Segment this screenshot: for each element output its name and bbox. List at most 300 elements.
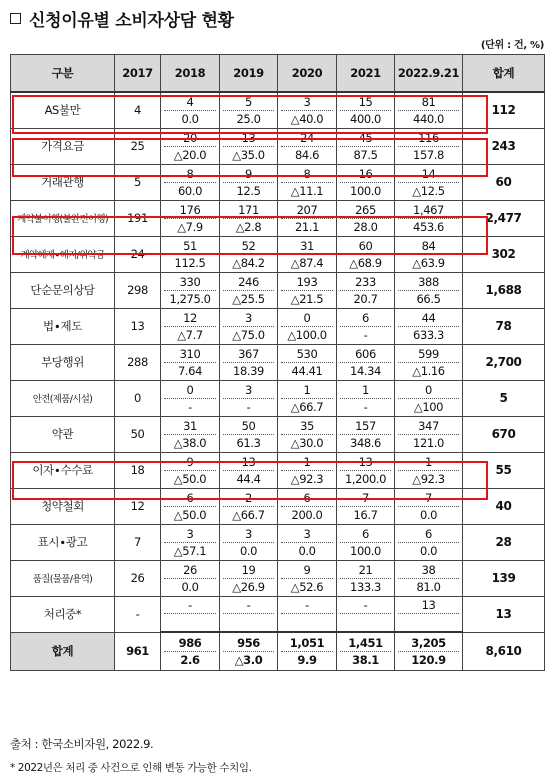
count-value: 116 [398, 130, 459, 147]
change-rate: - [188, 399, 192, 414]
change-rate: △50.0 [173, 471, 207, 486]
table-row [11, 200, 545, 236]
year-cell [220, 560, 278, 596]
count-value: 3 [223, 526, 274, 543]
count-value: 3 [281, 526, 333, 543]
year-cell [337, 632, 395, 670]
year-cell [337, 236, 395, 272]
change-rate: 1,200.0 [344, 471, 387, 486]
count-value: 31 [281, 238, 333, 255]
table-row [11, 524, 545, 560]
year-cell [278, 488, 337, 524]
count-value: 986 [164, 635, 216, 652]
change-rate: △84.2 [232, 255, 265, 270]
unit-label: (단위 : 건, %) [480, 40, 544, 51]
change-rate: - [246, 399, 251, 414]
year-cell [278, 272, 337, 308]
count-value: 6 [340, 526, 391, 543]
value-2017: 298 [115, 272, 161, 308]
header-cell: 2020 [278, 55, 337, 93]
year-cell [161, 308, 220, 344]
year-cell [395, 236, 463, 272]
year-cell [337, 344, 395, 380]
count-value: 3 [223, 310, 274, 327]
header-cell: 2022.9.21 [395, 55, 463, 93]
change-rate: 20.7 [353, 291, 378, 306]
count-value: 35 [281, 418, 333, 435]
year-cell [395, 308, 463, 344]
count-value: 3 [164, 526, 216, 543]
change-rate: △57.1 [173, 543, 207, 558]
count-value: 265 [340, 202, 391, 219]
count-value: 44 [398, 310, 459, 327]
year-cell [395, 632, 463, 670]
row-label: 거래관행 [11, 164, 115, 200]
change-rate: 0.0 [181, 579, 199, 594]
change-rate: 100.0 [350, 183, 381, 198]
value-2017: - [115, 596, 161, 632]
year-cell [220, 632, 278, 670]
year-cell [278, 164, 337, 200]
count-value: 1,467 [398, 202, 459, 219]
year-cell [161, 236, 220, 272]
count-value: 1 [281, 454, 333, 471]
count-value: 3 [223, 382, 274, 399]
count-value: 599 [398, 346, 459, 363]
year-cell [220, 452, 278, 488]
year-cell [337, 524, 395, 560]
change-rate: - [363, 327, 368, 342]
change-rate: △38.0 [173, 435, 207, 450]
change-rate: △75.0 [232, 327, 265, 342]
change-rate: 200.0 [291, 507, 323, 522]
change-rate: △35.0 [232, 147, 265, 162]
change-rate: 44.41 [291, 363, 323, 378]
year-cell [161, 560, 220, 596]
year-cell [220, 92, 278, 128]
year-cell [161, 596, 220, 632]
count-value: - [164, 597, 216, 614]
row-total: 5 [463, 380, 545, 416]
change-rate: 133.3 [350, 579, 381, 594]
change-rate: △63.9 [412, 255, 445, 270]
count-value: 1 [398, 454, 459, 471]
row-total: 8,610 [463, 632, 545, 670]
row-total: 60 [463, 164, 545, 200]
count-value: 3,205 [398, 635, 459, 652]
change-rate: 44.4 [236, 471, 261, 486]
count-value: 50 [223, 418, 274, 435]
year-cell [395, 560, 463, 596]
value-2017: 4 [115, 92, 161, 128]
row-label: 단순문의상담 [11, 272, 115, 308]
change-rate: △7.9 [177, 219, 203, 234]
year-cell [337, 200, 395, 236]
year-cell [337, 380, 395, 416]
count-value: 6 [164, 490, 216, 507]
row-total: 112 [463, 92, 545, 128]
data-table [10, 54, 545, 671]
change-rate: △52.6 [290, 579, 324, 594]
count-value: 15 [340, 94, 391, 111]
row-total: 243 [463, 128, 545, 164]
year-cell [220, 164, 278, 200]
year-cell [337, 164, 395, 200]
year-cell [161, 344, 220, 380]
change-rate: 9.9 [297, 652, 317, 667]
year-cell [161, 488, 220, 524]
change-rate: △7.7 [177, 327, 203, 342]
row-label: AS불만 [11, 92, 115, 128]
count-value: 330 [164, 274, 216, 291]
year-cell [220, 344, 278, 380]
count-value: 8 [164, 166, 216, 183]
table-row [11, 164, 545, 200]
year-cell [278, 524, 337, 560]
count-value: 3 [281, 94, 333, 111]
change-rate: △92.3 [412, 471, 445, 486]
count-value: 0 [398, 382, 459, 399]
change-rate: 121.0 [413, 435, 444, 450]
count-value: 176 [164, 202, 216, 219]
header-cell: 2017 [115, 55, 161, 93]
count-value: 1 [340, 382, 391, 399]
count-value: 5 [223, 94, 274, 111]
count-value: 193 [281, 274, 333, 291]
change-rate: 0.0 [419, 543, 438, 558]
change-rate: 66.5 [416, 291, 441, 306]
change-rate: 14.34 [350, 363, 381, 378]
count-value: 13 [398, 597, 459, 614]
count-value: 310 [164, 346, 216, 363]
year-cell [220, 200, 278, 236]
year-cell [278, 236, 337, 272]
change-rate: - [363, 399, 368, 414]
table-row [11, 92, 545, 128]
year-cell [395, 524, 463, 560]
change-rate: 87.5 [353, 147, 378, 162]
change-rate: △100.0 [287, 327, 327, 342]
row-label: 계약해제∙해지/위약금 [11, 236, 115, 272]
year-cell [220, 236, 278, 272]
change-rate: 112.5 [174, 255, 206, 270]
source-note: 출처 : 한국소비자원, 2022.9. [10, 737, 154, 751]
change-rate: △25.5 [232, 291, 265, 306]
value-2017: 5 [115, 164, 161, 200]
header-cell: 2019 [220, 55, 278, 93]
year-cell [395, 596, 463, 632]
header-cell: 2018 [161, 55, 220, 93]
year-cell [337, 128, 395, 164]
change-rate [395, 614, 462, 630]
change-rate: 81.0 [416, 579, 441, 594]
count-value: 12 [164, 310, 216, 327]
change-rate: 0.0 [419, 507, 438, 522]
change-rate: △21.5 [290, 291, 324, 306]
table-row [11, 308, 545, 344]
row-label: 약관 [11, 416, 115, 452]
value-2017: 18 [115, 452, 161, 488]
change-rate: △11.1 [290, 183, 324, 198]
count-value: 1,051 [281, 635, 333, 652]
total-row [11, 632, 545, 670]
row-label: 가격요금 [11, 128, 115, 164]
header-cell: 합계 [463, 55, 545, 93]
table-row [11, 452, 545, 488]
year-cell [337, 308, 395, 344]
value-2017: 7 [115, 524, 161, 560]
year-cell [278, 632, 337, 670]
count-value: 13 [223, 454, 274, 471]
table-row [11, 416, 545, 452]
change-rate: 348.6 [350, 435, 381, 450]
table-row [11, 380, 545, 416]
count-value: 367 [223, 346, 274, 363]
count-value: 60 [340, 238, 391, 255]
change-rate [161, 614, 219, 630]
year-cell [278, 128, 337, 164]
year-cell [278, 344, 337, 380]
year-cell [278, 308, 337, 344]
change-rate: 0.0 [181, 111, 199, 126]
row-label: 청약철회 [11, 488, 115, 524]
value-2017: 50 [115, 416, 161, 452]
count-value: 31 [164, 418, 216, 435]
year-cell [395, 164, 463, 200]
count-value: 21 [340, 562, 391, 579]
row-total: 55 [463, 452, 545, 488]
change-rate: △26.9 [232, 579, 265, 594]
row-total: 13 [463, 596, 545, 632]
count-value: - [281, 597, 333, 614]
year-cell [337, 560, 395, 596]
change-rate: 25.0 [236, 111, 261, 126]
count-value: 1 [281, 382, 333, 399]
change-rate: 440.0 [413, 111, 444, 126]
change-rate: △50.0 [173, 507, 207, 522]
year-cell [337, 488, 395, 524]
row-label: 부당행위 [11, 344, 115, 380]
change-rate: 21.1 [294, 219, 319, 234]
row-total: 2,700 [463, 344, 545, 380]
count-value: 171 [223, 202, 274, 219]
count-value: 7 [398, 490, 459, 507]
change-rate: 7.64 [177, 363, 202, 378]
year-cell [161, 164, 220, 200]
footnote: * 2022년은 처리 중 사건으로 인해 변동 가능한 수치임. [10, 762, 252, 774]
table-row [11, 128, 545, 164]
count-value: 45 [340, 130, 391, 147]
change-rate: △12.5 [412, 183, 445, 198]
year-cell [278, 92, 337, 128]
year-cell [220, 488, 278, 524]
change-rate: 120.9 [411, 652, 446, 667]
year-cell [395, 416, 463, 452]
change-rate: △92.3 [290, 471, 324, 486]
change-rate [278, 614, 336, 630]
count-value: 606 [340, 346, 391, 363]
year-cell [337, 596, 395, 632]
count-value: 16 [340, 166, 391, 183]
row-total: 78 [463, 308, 545, 344]
row-label: 안전(제품/시설) [11, 380, 115, 416]
year-cell [395, 380, 463, 416]
change-rate: 60.0 [177, 183, 202, 198]
year-cell [395, 452, 463, 488]
year-cell [161, 200, 220, 236]
year-cell [161, 272, 220, 308]
count-value: 530 [281, 346, 333, 363]
year-cell [395, 272, 463, 308]
value-2017: 13 [115, 308, 161, 344]
count-value: 6 [281, 490, 333, 507]
count-value: 6 [340, 310, 391, 327]
change-rate: 400.0 [350, 111, 381, 126]
count-value: 13 [340, 454, 391, 471]
change-rate: 1,275.0 [169, 291, 211, 306]
header-cell: 2021 [337, 55, 395, 93]
count-value: 246 [223, 274, 274, 291]
table-row [11, 344, 545, 380]
count-value: 9 [223, 166, 274, 183]
year-cell [161, 632, 220, 670]
count-value: 0 [164, 382, 216, 399]
count-value: 19 [223, 562, 274, 579]
value-2017: 0 [115, 380, 161, 416]
year-cell [337, 416, 395, 452]
year-cell [278, 452, 337, 488]
change-rate: 2.6 [180, 652, 200, 667]
year-cell [395, 200, 463, 236]
count-value: 388 [398, 274, 459, 291]
year-cell [161, 416, 220, 452]
change-rate: △2.8 [235, 219, 262, 234]
table-row [11, 236, 545, 272]
change-rate [337, 614, 394, 630]
value-2017: 961 [115, 632, 161, 670]
change-rate: △40.0 [290, 111, 324, 126]
change-rate: 61.3 [236, 435, 261, 450]
count-value: 1,451 [340, 635, 391, 652]
year-cell [161, 452, 220, 488]
value-2017: 24 [115, 236, 161, 272]
count-value: 233 [340, 274, 391, 291]
year-cell [278, 416, 337, 452]
row-label: 품질(물품/용역) [11, 560, 115, 596]
year-cell [220, 128, 278, 164]
change-rate [220, 614, 277, 630]
bullet-square-icon [10, 13, 21, 24]
row-label: 표시∙광고 [11, 524, 115, 560]
count-value: 207 [281, 202, 333, 219]
count-value: 14 [398, 166, 459, 183]
count-value: 6 [398, 526, 459, 543]
change-rate: △30.0 [290, 435, 324, 450]
row-total: 670 [463, 416, 545, 452]
count-value: 9 [164, 454, 216, 471]
change-rate: 38.1 [352, 652, 379, 667]
count-value: 24 [281, 130, 333, 147]
value-2017: 12 [115, 488, 161, 524]
count-value: 13 [223, 130, 274, 147]
count-value: - [340, 597, 391, 614]
year-cell [220, 596, 278, 632]
row-label: 계약불이행(불완전이행) [11, 200, 115, 236]
change-rate: 28.0 [353, 219, 378, 234]
year-cell [395, 92, 463, 128]
change-rate: △66.7 [290, 399, 324, 414]
row-total: 139 [463, 560, 545, 596]
count-value: - [223, 597, 274, 614]
year-cell [161, 380, 220, 416]
year-cell [278, 200, 337, 236]
table-row [11, 596, 545, 632]
year-cell [395, 128, 463, 164]
year-cell [278, 380, 337, 416]
count-value: 956 [223, 635, 274, 652]
year-cell [278, 560, 337, 596]
change-rate: 157.8 [413, 147, 444, 162]
count-value: 26 [164, 562, 216, 579]
change-rate: 453.6 [413, 219, 444, 234]
year-cell [220, 380, 278, 416]
change-rate: 633.3 [413, 327, 444, 342]
year-cell [395, 488, 463, 524]
row-total: 302 [463, 236, 545, 272]
year-cell [161, 524, 220, 560]
row-total: 2,477 [463, 200, 545, 236]
change-rate: △66.7 [232, 507, 265, 522]
row-total: 40 [463, 488, 545, 524]
count-value: 51 [164, 238, 216, 255]
header-row [11, 55, 545, 93]
value-2017: 26 [115, 560, 161, 596]
year-cell [220, 272, 278, 308]
year-cell [337, 452, 395, 488]
count-value: 52 [223, 238, 274, 255]
row-label: 합계 [11, 632, 115, 670]
year-cell [337, 92, 395, 128]
year-cell [220, 308, 278, 344]
count-value: 8 [281, 166, 333, 183]
value-2017: 191 [115, 200, 161, 236]
year-cell [161, 128, 220, 164]
change-rate: △20.0 [173, 147, 207, 162]
change-rate: △3.0 [234, 652, 263, 667]
header-cell: 구분 [11, 55, 115, 93]
row-total: 28 [463, 524, 545, 560]
count-value: 7 [340, 490, 391, 507]
row-label: 이자∙수수료 [11, 452, 115, 488]
count-value: 38 [398, 562, 459, 579]
change-rate: 16.7 [353, 507, 378, 522]
count-value: 81 [398, 94, 459, 111]
count-value: 84 [398, 238, 459, 255]
table-row [11, 272, 545, 308]
count-value: 4 [164, 94, 216, 111]
row-label: 법∙제도 [11, 308, 115, 344]
table-row [11, 488, 545, 524]
count-value: 347 [398, 418, 459, 435]
row-total: 1,688 [463, 272, 545, 308]
change-rate: 100.0 [350, 543, 381, 558]
count-value: 9 [281, 562, 333, 579]
change-rate: △1.16 [412, 363, 445, 378]
value-2017: 25 [115, 128, 161, 164]
page-title: 신청이유별 소비자상담 현황 [10, 6, 234, 31]
year-cell [278, 596, 337, 632]
count-value: 157 [340, 418, 391, 435]
